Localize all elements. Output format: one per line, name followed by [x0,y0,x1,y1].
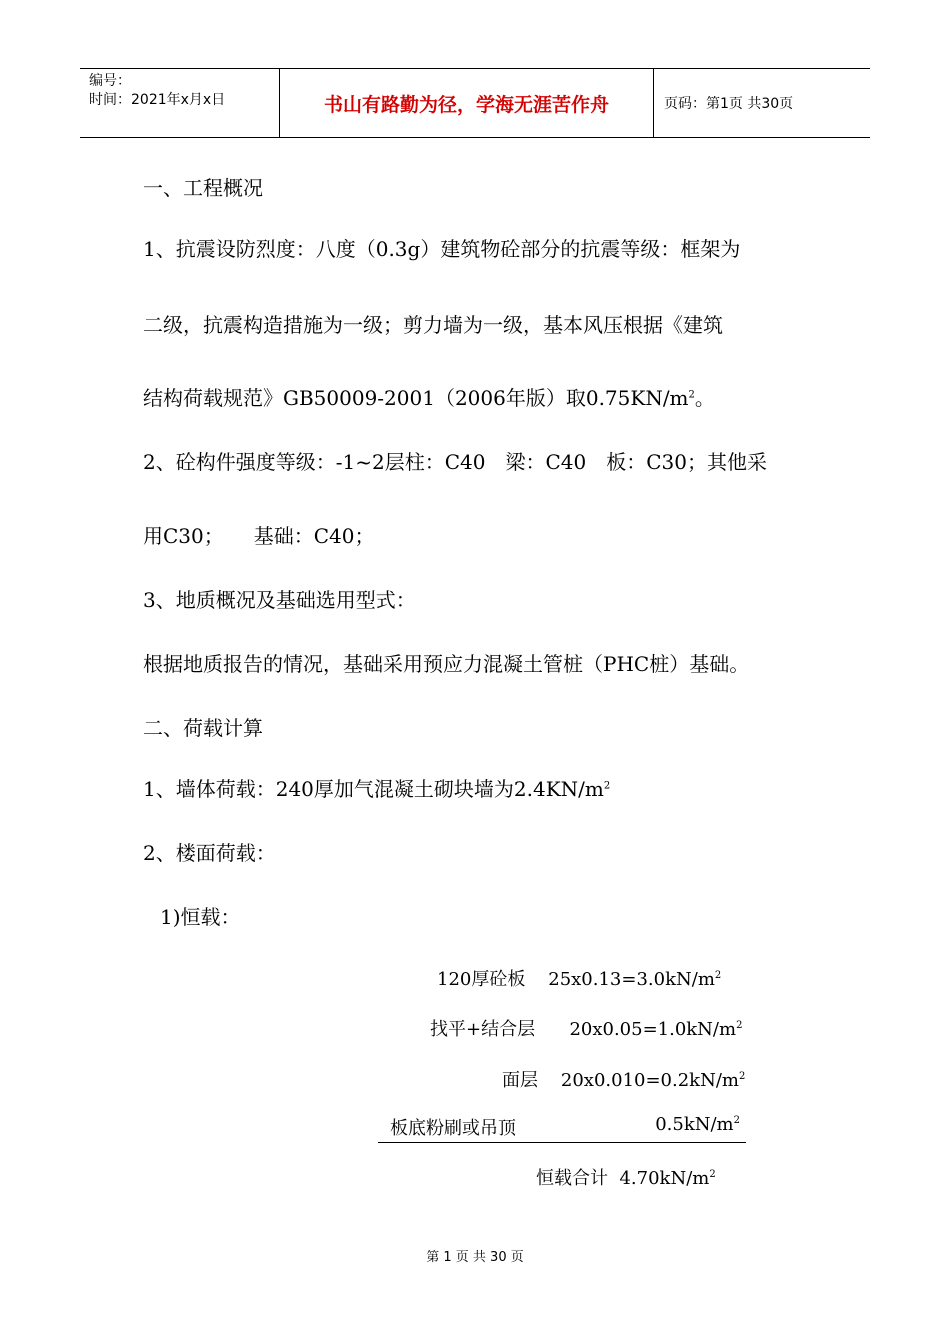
page-header [80,68,870,138]
calc-label: 板底粉刷或吊顶 [390,1118,516,1139]
superscript: 2 [733,1115,740,1126]
section-title-1: 一、工程概况 [143,176,263,200]
superscript: 2 [603,780,611,792]
header-page-info: 页码：第1页 共30页 [664,96,794,112]
paragraph-2b: 用C30； 基础：C40； [143,524,375,548]
header-meta [80,69,280,137]
calc-label: 120厚砼板 [437,969,526,990]
paragraph-1c [143,382,715,411]
number-label: 编号： [89,73,131,89]
calc-label: 面层 [502,1070,538,1091]
paragraph-4: 根据地质报告的情况，基础采用预应力混凝土管桩（PHC桩）基础。 [143,652,750,676]
header-motto: 书山有路勤为径，学海无涯苦作舟 [280,69,654,137]
calc-total-row [536,1164,716,1190]
paragraph-3: 3、地质概况及基础选用型式： [143,588,416,612]
section-title-2: 二、荷载计算 [143,716,263,740]
calc-row-underlined [378,1114,746,1143]
paragraph-1c-text: 结构荷载规范》GB50009-2001（2006年版）取0.75KN/m [143,386,689,410]
calc-label: 恒载合计 [536,1168,608,1189]
calc-value: 20x0.010=0.2kN/m [560,1070,739,1091]
superscript: 2 [688,389,695,401]
calc-row [502,1066,745,1092]
superscript: 2 [709,1169,716,1180]
superscript: 2 [738,1071,746,1082]
time-label: 时间：2021年x月x日 [89,92,226,108]
paragraph-5-text: 1、墙体荷载：240厚加气混凝土砌块墙为2.4KN/m [143,777,604,801]
calc-value-wrap [655,1114,740,1140]
page-footer: 第 1 页 共 30 页 [426,1250,524,1265]
calc-value: 0.5kN/m [655,1114,734,1135]
paragraph-2a: 2、砼构件强度等级：-1~2层柱：C40 梁：C40 板：C30；其他采 [143,450,767,474]
calc-row [437,965,721,991]
paragraph-1a: 1、抗震设防烈度：八度（0.3g）建筑物砼部分的抗震等级：框架为 [143,237,741,261]
calc-value: 4.70kN/m [619,1168,710,1189]
superscript: 2 [714,970,722,981]
paragraph-1b: 二级，抗震构造措施为一级；剪力墙为一级，基本风压根据《建筑 [143,313,723,337]
paragraph-7: 1)恒载： [160,905,241,929]
paragraph-1c-end: 。 [694,386,715,410]
paragraph-5 [143,773,610,802]
calc-label: 找平+结合层 [430,1019,536,1040]
calc-row [430,1015,742,1041]
paragraph-6: 2、楼面荷载： [143,841,276,865]
calc-value: 20x0.05=1.0kN/m [569,1019,737,1040]
calc-value: 25x0.13=3.0kN/m [548,969,715,990]
superscript: 2 [736,1020,743,1031]
